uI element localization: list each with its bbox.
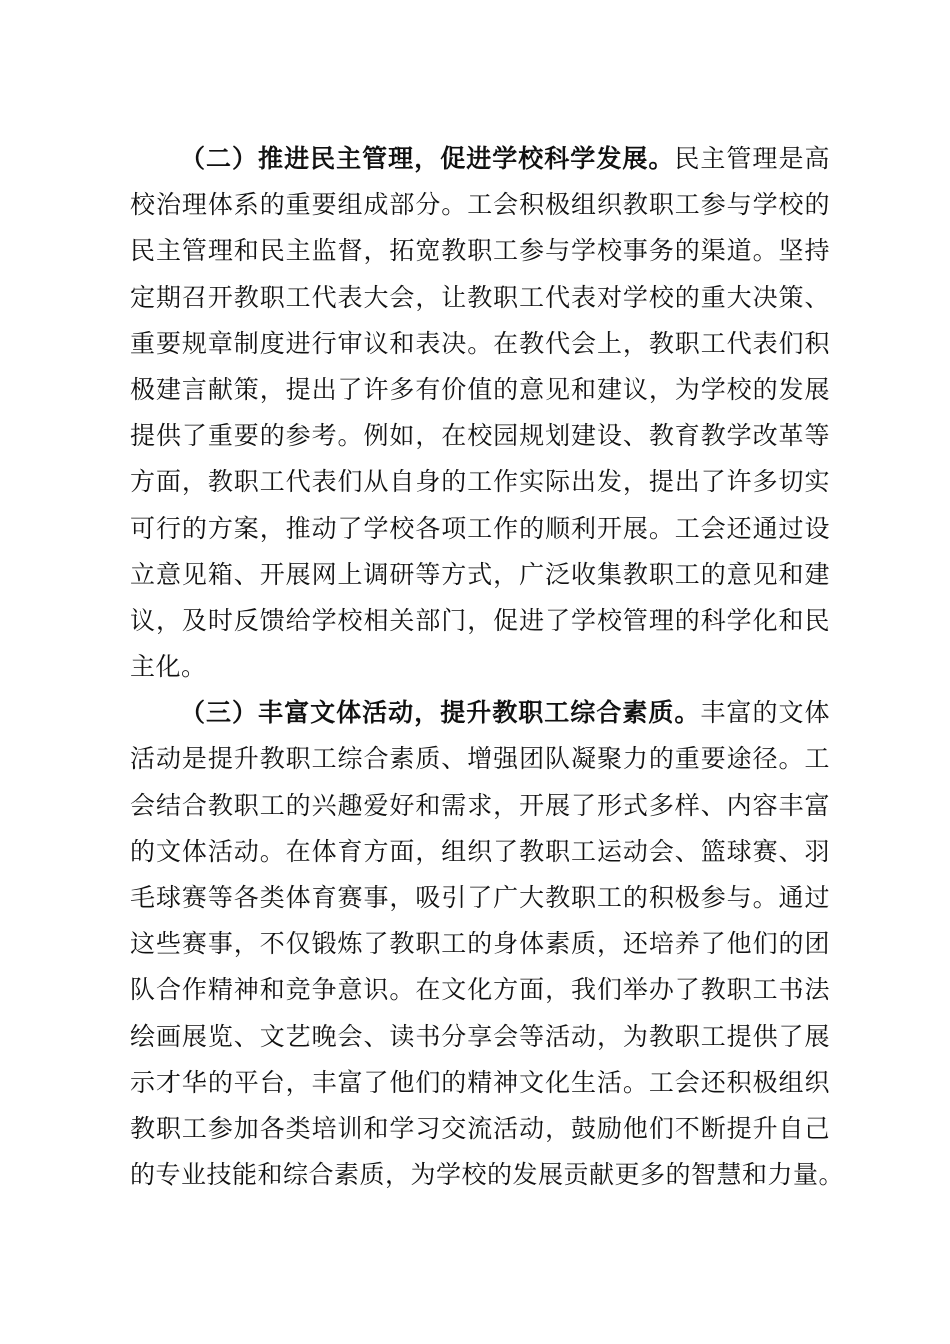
text-line: 议，及时反馈给学校相关部门，促进了学校管理的科学化和民 — [130, 605, 830, 635]
body-text — [130, 136, 845, 1198]
text-line: 毛球赛等各类体育赛事，吸引了广大教职工的积极参与。通过 — [130, 883, 830, 912]
text-line: 可行的方案，推动了学校各项工作的顺利开展。工会还通过设 — [130, 513, 830, 543]
text-line: 主化。 — [130, 652, 207, 682]
paragraph-democratic-management — [130, 136, 830, 690]
text-line: 教职工参加各类培训和学习交流活动，鼓励他们不断提升自己 — [130, 1113, 830, 1143]
text-line: 立意见箱、开展网上调研等方式，广泛收集教职工的意见和建 — [130, 559, 830, 589]
text-line: 重要规章制度进行审议和表决。在教代会上，教职工代表们积 — [130, 328, 830, 358]
text-line: 会结合教职工的兴趣爱好和需求，开展了形式多样、内容丰富 — [130, 790, 830, 820]
text-line: 提供了重要的参考。例如，在校园规划建设、教育教学改革等 — [130, 421, 830, 451]
text-line: 极建言献策，提出了许多有价值的意见和建议，为学校的发展 — [130, 374, 830, 404]
text-line: 绘画展览、文艺晚会、读书分享会等活动，为教职工提供了展 — [130, 1021, 830, 1051]
text-line — [130, 690, 830, 736]
section-heading: （三）丰富文体活动，提升教职工综合素质。 — [180, 698, 701, 728]
text-line: 民主管理和民主监督，拓宽教职工参与学校事务的渠道。坚持 — [130, 236, 830, 266]
text-line — [130, 136, 830, 182]
paragraph-cultural-sports-activities — [130, 690, 845, 1198]
section-heading: （二）推进民主管理，促进学校科学发展。 — [180, 144, 675, 173]
text-line: 活动是提升教职工综合素质、增强团队凝聚力的重要途径。工 — [130, 744, 830, 774]
text-line: 定期召开教职工代表大会，让教职工代表对学校的重大决策、 — [130, 282, 830, 312]
text-line: 的专业技能和综合素质，为学校的发展贡献更多的智慧和力量。 — [130, 1160, 845, 1190]
text-run: 丰富的文体 — [700, 698, 830, 728]
text-run: 民主管理是高 — [674, 144, 830, 173]
text-line: 校治理体系的重要组成部分。工会积极组织教职工参与学校的 — [130, 190, 830, 220]
text-line: 示才华的平台，丰富了他们的精神文化生活。工会还积极组织 — [130, 1067, 830, 1097]
text-line: 队合作精神和竞争意识。在文化方面，我们举办了教职工书法 — [130, 975, 830, 1005]
text-line: 的文体活动。在体育方面，组织了教职工运动会、篮球赛、羽 — [130, 836, 830, 866]
text-line: 这些赛事，不仅锻炼了教职工的身体素质，还培养了他们的团 — [130, 929, 830, 959]
text-line: 方面，教职工代表们从自身的工作实际出发，提出了许多切实 — [130, 467, 830, 497]
